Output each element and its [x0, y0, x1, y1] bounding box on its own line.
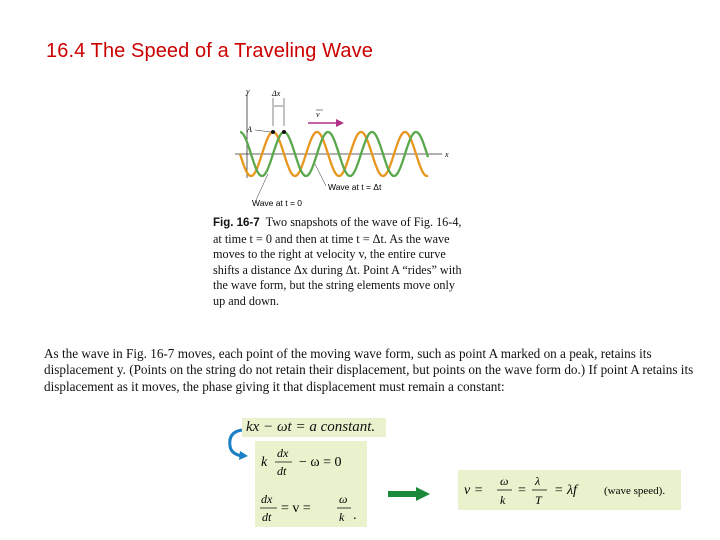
page-title: 16.4 The Speed of a Traveling Wave: [46, 40, 373, 62]
wave-later-leader: [315, 164, 326, 186]
result-equals-1: =: [518, 483, 526, 498]
velocity-label: v: [316, 110, 320, 119]
point-a-label: A: [247, 125, 252, 134]
derivative-equations: [255, 441, 367, 527]
wave-snapshot-diagram: [230, 82, 460, 214]
body-paragraph: As the wave in Fig. 16-7 moves, each point of the moving wave form, such as point A marked on a peak, retains its displacement y. (Points on the string do not retain their displacement, but points on the wave form do.) If point A retains its displacement as it moves, the phase giving it that displacement must remain a constant:: [44, 346, 694, 394]
x-axis-label: x: [445, 150, 449, 159]
result-lambda: λ: [535, 474, 541, 488]
deriv-dt-bottom: dt: [277, 464, 287, 478]
deriv-k: k: [261, 455, 268, 470]
point-a-leader: [255, 130, 271, 132]
wave-later-label: Wave at t = Δt: [328, 182, 382, 192]
deriv-period: .: [353, 508, 357, 523]
figure-caption-text: Two snapshots of the wave of Fig. 16-4, at time t = 0 and then at time t = Δt. As the wave moves to the right at velocity v, the entire curve shifts a distance Δx during Δt. Point A “rides” with the wave form, but the string elements move only up and down.: [213, 215, 462, 308]
result-T: T: [535, 493, 542, 507]
point-a-later: [282, 130, 286, 134]
deriv2-dx-top: dx: [261, 492, 273, 506]
wave-figure: [230, 82, 460, 214]
velocity-arrowhead: [336, 119, 344, 127]
figure-caption-label: Fig. 16-7: [213, 217, 260, 229]
deriv-equals-v: = v =: [281, 501, 311, 516]
wave-initial-label: Wave at t = 0: [252, 198, 302, 208]
result-v-equals: v =: [464, 483, 484, 498]
constant-phase-equation: [242, 418, 386, 437]
result-k: k: [500, 493, 506, 507]
deriv-k-bottom: k: [339, 510, 345, 524]
deriv-omega-top: ω: [339, 492, 348, 506]
derivative-equations-svg: [255, 441, 367, 527]
wave-speed-equation-svg: [458, 470, 681, 510]
deriv-dx-top: dx: [277, 446, 289, 460]
point-a-initial: [271, 130, 275, 134]
deriv2-dt-bottom: dt: [262, 510, 272, 524]
right-arrow-icon: [386, 486, 432, 502]
constant-phase-text: kx − ωt = a constant.: [246, 419, 376, 435]
result-omega: ω: [500, 474, 509, 488]
figure-caption: [213, 215, 463, 309]
dx-label: Δx: [272, 89, 281, 98]
y-axis-label: y: [246, 87, 250, 96]
wave-speed-equation: [458, 470, 681, 510]
deriv-minus-omega: − ω = 0: [299, 455, 342, 470]
result-note: (wave speed).: [604, 485, 666, 497]
result-lambda-f: = λf: [554, 483, 577, 498]
wave-initial-leader: [256, 174, 268, 200]
